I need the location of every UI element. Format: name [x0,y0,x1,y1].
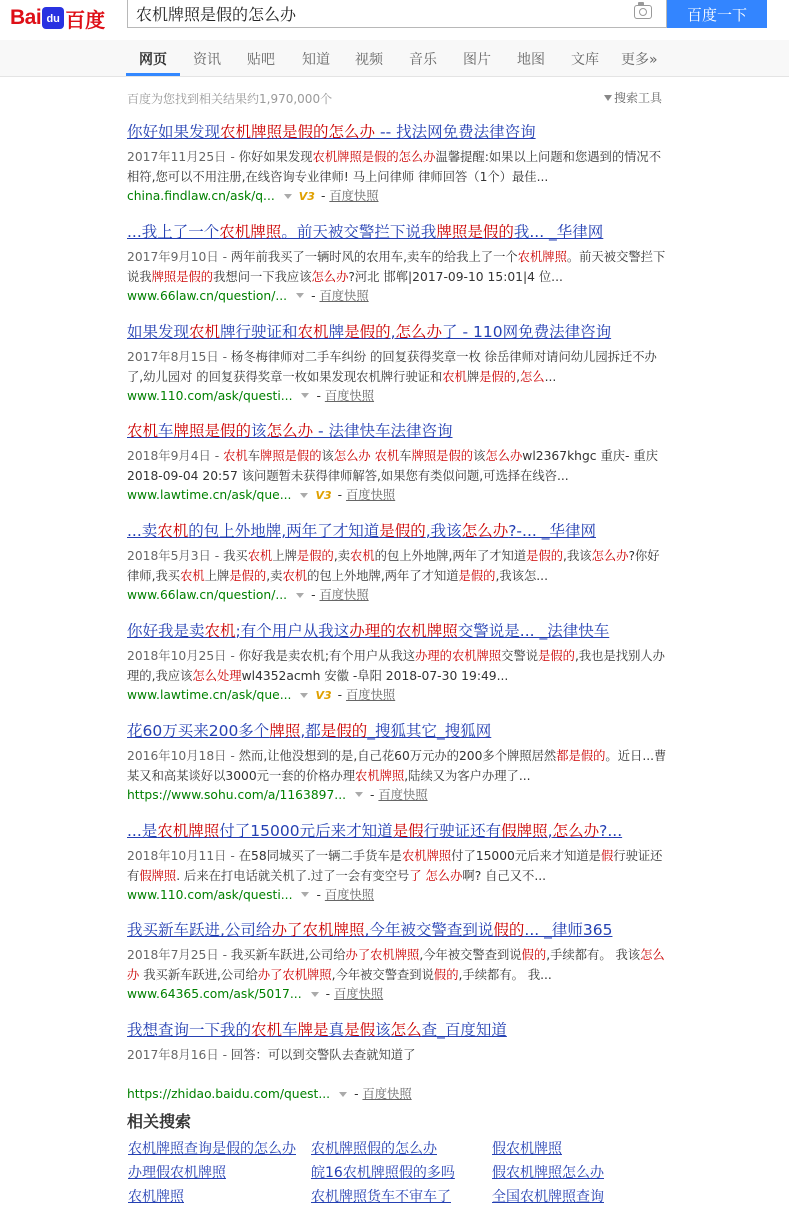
dropdown-arrow-icon[interactable] [296,293,304,298]
related-search-link[interactable]: 全国农机牌照查询 [492,1189,604,1205]
search-tools-button[interactable] [604,89,662,106]
logo-text-du: 百度 [65,9,106,32]
highlight-text: 怎么 [520,369,545,384]
dropdown-arrow-icon[interactable] [301,892,309,897]
highlight-text: 农机 [282,569,308,584]
result-abstract: 2017年8月15日 - 杨冬梅律师对二手车纠纷 的回复获得奖章一枚 徐岳律师对请问幼儿园拆迁不办了,幼儿园对 的回复获得奖章一枚如果发现农机牌行驶证和农机牌是假的,怎么... [127,349,657,384]
dropdown-arrow-icon[interactable] [300,693,308,698]
highlight-text: 怎么办 [461,522,509,541]
highlight-text: 假牌照 [139,868,177,883]
highlight-text: 假牌照 [501,821,548,840]
tab-web[interactable]: 网页 [139,52,167,68]
search-result [127,222,667,304]
v3-trust-icon[interactable]: V3 [315,688,332,702]
result-title [127,222,667,242]
highlight-text: 农机 [204,622,236,640]
snapshot-link[interactable]: 百度快照 [333,987,384,1002]
result-date: 2018年10月11日 - [127,848,239,863]
result-title-link[interactable]: ...是农机牌照付了15000元后来才知道是假行驶证还有假牌照,怎么办?... [127,821,623,840]
highlight-text: 假的 [433,968,459,983]
result-url-line: https://zhidao.baidu.com/quest... - 百度快照 [127,1087,412,1102]
highlight-text: 是假 [344,1021,376,1040]
header [0,0,789,40]
snapshot-link[interactable]: 百度快照 [329,189,379,203]
result-title [127,122,667,142]
funnel-icon [604,95,612,101]
result-url-line: www.64365.com/ask/5017... - 百度快照 [127,987,384,1002]
highlight-text: 牌照是假的 [173,422,252,441]
result-title [127,920,667,940]
snapshot-link[interactable]: 百度快照 [324,887,375,902]
highlight-text: 农机 [247,549,273,564]
highlight-text: 是假的 [320,721,368,740]
related-search-title: 相关搜索 [127,1112,192,1131]
highlight-text: 假的 [493,921,525,940]
highlight-text: 假的 [521,948,547,963]
baidu-logo[interactable] [10,5,105,31]
result-date: 2018年9月4日 - [127,449,224,464]
highlight-text: 农机 [127,422,159,441]
tabs-bar [0,40,789,77]
result-url-line: www.lawtime.cn/ask/que... V3 - 百度快照 [127,688,396,702]
result-date: 2018年10月25日 - [127,649,239,663]
result-abstract: 2018年10月25日 - 你好我是卖农机;有个用户从我这办理的农机牌照交警说是假的,我也是找别人办理的,我应该怎么处理wl4352acmh 安徽 -阜阳 2018-07-30 19:49... [127,649,665,683]
result-title-link[interactable]: 我买新车跃进,公司给办了农机牌照,今年被交警查到说假的... _律师365 [127,921,613,940]
highlight-text: 办了农机牌照 [271,921,365,940]
result-title [127,421,667,441]
result-url: www.64365.com/ask/5017... [127,987,302,1002]
result-title-link[interactable]: 花60万买来200多个牌照,都是假的_搜狐其它_搜狐网 [127,721,492,740]
result-url-line: https://www.sohu.com/a/1163897... - 百度快照 [127,787,428,802]
search-result [127,721,667,803]
highlight-text: 牌照是假的 [151,269,214,284]
highlight-text: 农机 [157,522,189,541]
highlight-text: 是假的 [379,522,426,541]
highlight-text: 农机 [251,1021,283,1040]
result-abstract: 2018年9月4日 - 农机车牌照是假的该怎么办 农机车牌照是假的该怎么办wl2367khgc 重庆- 重庆 2018-09-04 20:57 该问题暂未获得律师解答,如果您有类似问题,可选择在线咨... [127,449,658,484]
tab-music[interactable]: 音乐 [409,52,437,68]
highlight-text: 农机 [189,322,221,341]
highlight-text: 农机牌照 [355,768,405,783]
dropdown-arrow-icon[interactable] [355,792,363,797]
search-button[interactable]: 百度一下 [667,0,767,28]
highlight-text: 假 [600,848,614,863]
highlight-text: 牌照是假的 [260,449,322,464]
tab-tieba[interactable]: 贴吧 [247,52,275,68]
result-url: https://www.sohu.com/a/1163897... [127,787,347,802]
search-result [127,122,667,205]
highlight-text: 怎么办 [311,269,349,284]
result-count: 百度为您找到相关结果约1,970,000个 [127,92,333,106]
related-search-link[interactable]: 假农机牌照 [492,1141,562,1157]
highlight-text: 农机 [180,569,205,584]
result-date: 2018年5月3日 - [127,549,224,564]
dropdown-arrow-icon[interactable] [284,194,292,199]
highlight-text: 是假的 [344,322,391,341]
snapshot-link[interactable]: 百度快照 [345,488,396,503]
snapshot-link[interactable]: 百度快照 [319,588,369,603]
highlight-text: 农机牌照是假的怎么办 [312,150,436,164]
highlight-text: 都是假的 [556,748,606,763]
highlight-text: 农机 [374,449,400,464]
highlight-text: 牌照是假的 [436,222,514,241]
result-date: 2018年7月25日 - [127,948,231,963]
result-url: www.110.com/ask/questi... [127,887,293,902]
related-search-link[interactable]: 农机牌照货车不审车了 [311,1189,451,1205]
search-result [127,1020,667,1102]
search-result [127,421,667,504]
related-search-link[interactable]: 办理假农机牌照 [128,1165,226,1181]
highlight-text: 农机牌照 [220,123,283,141]
result-title-link[interactable]: 我想查询一下我的农机车牌是真是假该怎么查_百度知道 [127,1021,507,1040]
search-result [127,621,667,704]
v3-trust-icon[interactable]: V3 [315,488,332,502]
result-date: 2016年10月18日 - [127,748,239,763]
highlight-text: 办理的农机牌照 [415,649,502,663]
result-url: www.110.com/ask/questi... [127,388,293,403]
result-date: 2017年9月10日 - [127,249,231,264]
highlight-text: 怎么办 [552,821,600,840]
search-input[interactable] [136,2,626,24]
result-title-link[interactable]: 农机车牌照是假的该怎么办 - 法律快车法律咨询 [127,422,453,441]
result-title-link[interactable]: ...我上了一个农机牌照。前天被交警拦下说我牌照是假的我... _华律网 [127,222,604,241]
result-url: https://zhidao.baidu.com/quest... [127,1087,331,1102]
tab-wenku[interactable]: 文库 [571,52,599,68]
v3-trust-icon[interactable]: V3 [298,189,315,203]
result-abstract: 2017年9月10日 - 两年前我买了一辆时风的农用车,卖车的给我上了一个农机牌照。前天被交警拦下说我牌照是假的我想问一下我应该怎么办?河北 邯郸|2017-09-10 15:01|4 位... [127,249,666,284]
result-url: www.66law.cn/question/... [127,588,288,603]
dropdown-arrow-icon[interactable] [300,493,308,498]
search-box [127,0,667,28]
highlight-text: 怎么 [390,1021,422,1040]
highlight-text: 是假的 [538,649,575,663]
highlight-text: 怎么办 [266,422,314,441]
highlight-text: 怎么办 [591,549,629,564]
result-url: www.lawtime.cn/ask/que... [127,688,292,702]
dropdown-arrow-icon[interactable] [296,593,304,598]
highlight-text: 农机牌照 [517,249,567,264]
result-title [127,322,667,342]
snapshot-link[interactable]: 百度快照 [324,388,375,403]
highlight-text: 怎么办 [127,948,665,983]
related-search-link[interactable]: 农机牌照查询是假的怎么办 [128,1141,296,1157]
highlight-text: 是假的怎么办 [282,123,376,141]
highlight-text: 牌照是假的 [411,449,474,464]
result-title [127,721,667,741]
highlight-text: 农机牌照 [219,222,282,241]
highlight-text: 是假 [392,821,424,840]
tab-images[interactable]: 图片 [463,52,491,68]
result-abstract: 2018年5月3日 - 我买农机上牌是假的,卖农机的包上外地牌,两年了才知道是假的,我该怎么办?你好律师,我买农机上牌是假的,卖农机的包上外地牌,两年了才知道是假的,我该怎... [127,549,660,584]
highlight-text: 牌照 [269,721,301,740]
logo-text-bai: Bai [10,6,42,29]
highlight-text: 怎么办 [333,449,371,464]
result-url-line: www.110.com/ask/questi... - 百度快照 [127,887,375,902]
result-title-link[interactable]: 如果发现农机牌行驶证和农机牌是假的,怎么办了 - 110网免费法律咨询 [127,322,612,341]
result-abstract: 2018年7月25日 - 我买新车跃进,公司给办了农机牌照,今年被交警查到说假的,手续都有。 我该怎么办 我买新车跃进,公司给办了农机牌照,今年被交警查到说假的,手续都有。 我... [127,948,665,983]
camera-icon[interactable] [634,5,652,19]
highlight-text: 怎么办 [395,322,443,341]
snapshot-link[interactable]: 百度快照 [345,688,396,702]
result-url-line: www.110.com/ask/questi... - 百度快照 [127,388,375,403]
related-search-link[interactable]: 皖16农机牌照假的多吗 [311,1165,455,1181]
result-abstract: 2017年8月16日 - 回答：可以到交警队去查就知道了 [127,1048,416,1063]
search-result [127,920,667,1002]
result-title [127,521,667,541]
tab-map[interactable]: 地图 [517,52,545,68]
search-result [127,521,667,603]
related-search-link[interactable]: 假农机牌照怎么办 [492,1165,604,1181]
result-date: 2017年8月16日 - [127,1048,231,1063]
highlight-text: 农机 [297,322,329,341]
result-date: 2017年11月25日 - [127,150,239,164]
highlight-text: 农机牌照 [401,848,452,863]
highlight-text: 是假的 [458,569,496,584]
tab-zhidao[interactable]: 知道 [302,52,330,68]
highlight-text: 办了农机牌照 [257,968,332,983]
result-date: 2017年8月15日 - [127,349,231,364]
search-result [127,821,667,903]
result-abstract: 2018年10月11日 - 在58同城买了一辆二手货车是农机牌照付了15000元后来才知道是假行驶证还有假牌照. 后来在打电话就关机了.过了一会有变空号了 怎么办啊? 自己又不... [127,848,663,883]
highlight-text: 怎么办 [485,449,523,464]
result-url-line: www.66law.cn/question/... - 百度快照 [127,288,369,303]
active-tab-underline [126,73,180,76]
related-search-link[interactable]: 农机牌照假的怎么办 [311,1141,437,1157]
result-title [127,821,667,841]
result-abstract: 2017年11月25日 - 你好如果发现农机牌照是假的怎么办温馨提醒:如果以上问题和您遇到的情况不相符,您可以不用注册,在线咨询专业律师! 马上问律师 律师回答（1个）最佳... [127,150,662,184]
result-url: www.lawtime.cn/ask/que... [127,488,292,503]
highlight-text: 牌是 [297,1021,329,1040]
related-search-link[interactable]: 农机牌照 [128,1189,184,1205]
highlight-text: 是假的 [229,569,267,584]
highlight-text: 是假的 [526,549,564,564]
tab-more[interactable]: 更多» [621,52,658,68]
highlight-text: 办了农机牌照 [345,948,420,963]
result-abstract: 2016年10月18日 - 然而,让他没想到的是,自己花60万元办的200多个牌照居然都是假的。近日...曹某又和高某谈好以3000元一套的价格办理农机牌照,陆续又为客户办理了... [127,748,667,783]
tab-video[interactable]: 视频 [355,52,383,68]
highlight-text: 办理的农机牌照 [349,622,458,640]
result-url-line: china.findlaw.cn/ask/q... V3 - 百度快照 [127,189,379,203]
result-url-line: www.lawtime.cn/ask/que... V3 - 百度快照 [127,488,396,503]
snapshot-link[interactable]: 百度快照 [362,1087,412,1102]
dropdown-arrow-icon[interactable] [311,992,319,997]
highlight-text: 了 怎么办 [409,868,463,883]
highlight-text: 农机 [223,449,248,464]
result-title [127,621,667,641]
dropdown-arrow-icon[interactable] [339,1092,347,1097]
result-title-link[interactable]: ...卖农机的包上外地牌,两年了才知道是假的,我该怎么办?-... _华律网 [127,522,596,541]
tab-news[interactable]: 资讯 [193,52,221,68]
highlight-text: 怎么处理 [192,669,242,683]
search-tools-label: 搜索工具 [614,91,663,105]
result-url: www.66law.cn/question/... [127,288,288,303]
snapshot-link[interactable]: 百度快照 [378,787,428,802]
result-url: china.findlaw.cn/ask/q... [127,189,275,203]
search-result [127,322,667,404]
highlight-text: 是假的 [296,549,334,564]
dropdown-arrow-icon[interactable] [301,393,309,398]
result-title-link[interactable]: 你好我是卖农机;有个用户从我这办理的农机牌照交警说是... _法律快车 [127,622,610,640]
highlight-text: 是假的 [479,369,517,384]
highlight-text: 农机 [350,549,375,564]
paw-icon: du [42,7,64,29]
highlight-text: 农机 [442,369,467,384]
result-url-line: www.66law.cn/question/... - 百度快照 [127,588,369,603]
snapshot-link[interactable]: 百度快照 [319,288,369,303]
result-title [127,1020,667,1040]
result-title-link[interactable]: 你好如果发现农机牌照是假的怎么办 -- 找法网免费法律咨询 [127,123,536,141]
highlight-text: 农机牌照 [157,821,220,840]
